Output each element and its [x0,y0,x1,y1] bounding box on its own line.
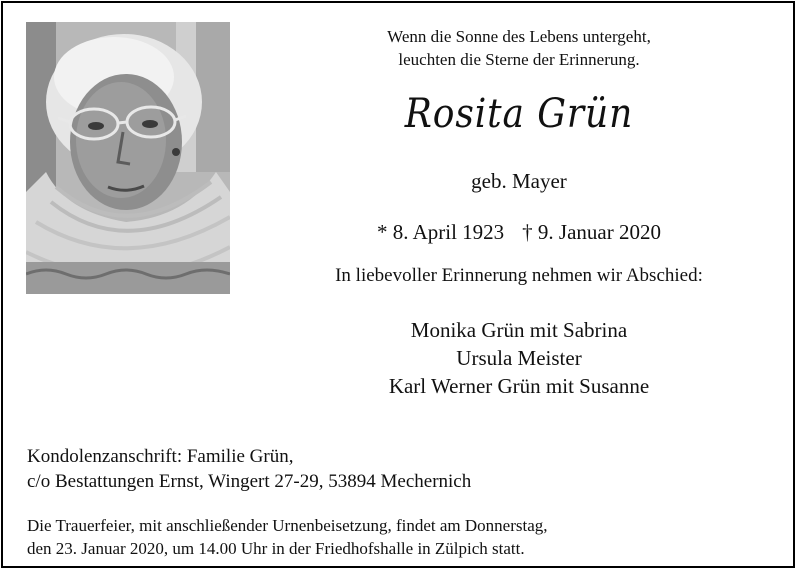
life-dates [303,220,735,245]
mourners-list [303,316,735,400]
condolence-address [27,444,647,494]
memorial-quote [303,25,735,71]
death-date: † 9. Januar 2020 [522,220,661,244]
condolence-line-1: Kondolenzanschrift: Familie Grün, [27,446,294,467]
quote-line-2: leuchten die Sterne der Erinnerung. [398,50,640,69]
service-line-2: den 23. Januar 2020, um 14.00 Uhr in der Friedhofshalle in Zülpich statt. [27,539,525,558]
service-details [27,514,767,560]
portrait-photo [26,22,230,294]
birth-name: geb. Mayer [471,169,567,193]
farewell-text: In liebevoller Erinnerung nehmen wir Abschied: [335,265,703,286]
condolence-line-2: c/o Bestattungen Ernst, Wingert 27-29, 53894 Mechernich [27,471,472,492]
service-line-1: Die Trauerfeier, mit anschließender Urnenbeisetzung, findet am Donnerstag, [27,516,548,535]
quote-line-1: Wenn die Sonne des Lebens untergeht, [387,27,651,46]
birth-date: * 8. April 1923 [377,220,505,244]
mourner-item: Karl Werner Grün mit Susanne [388,374,650,398]
portrait-image [26,22,230,294]
obituary-frame [1,1,795,568]
mourner-item: Monika Grün mit Sabrina [410,318,628,342]
deceased-name: Rosita Grün [404,91,634,137]
mourner-item: Ursula Meister [456,346,582,370]
